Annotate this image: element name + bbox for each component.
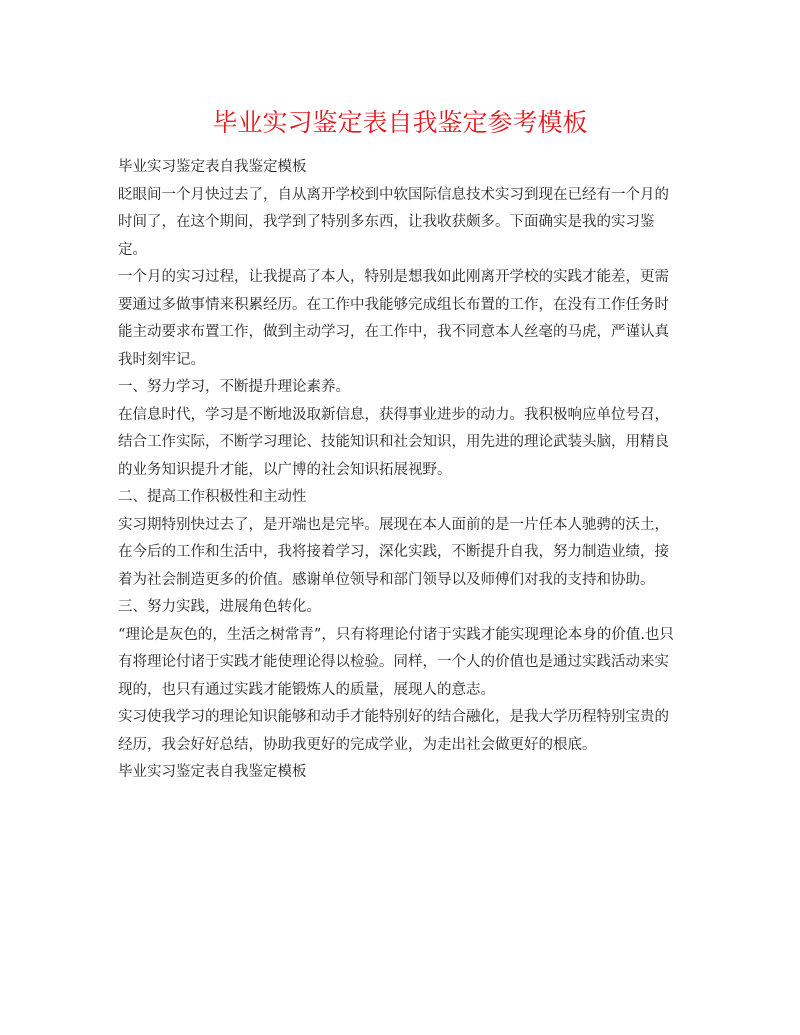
section-3-paragraph: “理论是灰色的，生活之树常青”，只有将理论付诸于实践才能实现理论本身的价值.也只有将理论付诸于实践才能使理论得以检验。同样，一个人的价值也是通过实践活动来实现的，也只有通过实践才能锻炼人的质量，展现人的意志。	[118, 626, 674, 698]
subtitle-paragraph: 毕业实习鉴定表自我鉴定模板	[118, 159, 307, 175]
document-body	[118, 154, 682, 787]
section-2-paragraph: 实习期特别快过去了，是开端也是完毕。展现在本人面前的是一片任本人驰骋的沃土，在今后的工作和生活中，我将接着学习，深化实践，不断提升自我，努力制造业绩，接着为社会制造更多的价值。感谢单位领导和部门领导以及师傅们对我的支持和协助。	[118, 516, 669, 588]
footer-title-paragraph: 毕业实习鉴定表自我鉴定模板	[118, 764, 307, 780]
closing-paragraph: 实习使我学习的理论知识能够和动手才能特别好的结合融化，是我大学历程特别宝贵的经历，我会好好总结，协助我更好的完成学业，为走出社会做更好的根底。	[118, 709, 669, 753]
document-title: 毕业实习鉴定表自我鉴定参考模板	[212, 108, 588, 137]
summary-paragraph: 一个月的实习过程，让我提高了本人，特别是想我如此刚离开学校的实践才能差，更需要通过多做事情来积累经历。在工作中我能够完成组长布置的工作，在没有工作任务时能主动要求布置工作，做到主动学习，在工作中，我不同意本人丝毫的马虎，严谨认真我时刻牢记。	[118, 269, 669, 368]
section-heading-3: 三、努力实践，进展角色转化。	[118, 599, 321, 615]
section-1-paragraph: 在信息时代，学习是不断地汲取新信息，获得事业进步的动力。我积极响应单位号召，结合工作实际，不断学习理论、技能知识和社会知识，用先进的理论武装头脑，用精良的业务知识提升才能，以广博的社会知识拓展视野。	[118, 406, 669, 478]
section-heading-2: 二、提高工作积极性和主动性	[118, 489, 307, 505]
section-heading-1: 一、努力学习，不断提升理论素养。	[118, 379, 350, 395]
intro-paragraph: 眨眼间一个月快过去了，自从离开学校到中软国际信息技术实习到现在已经有一个月的时间了，在这个期间，我学到了特别多东西，让我收获颇多。下面确实是我的实习鉴定。	[118, 186, 669, 258]
